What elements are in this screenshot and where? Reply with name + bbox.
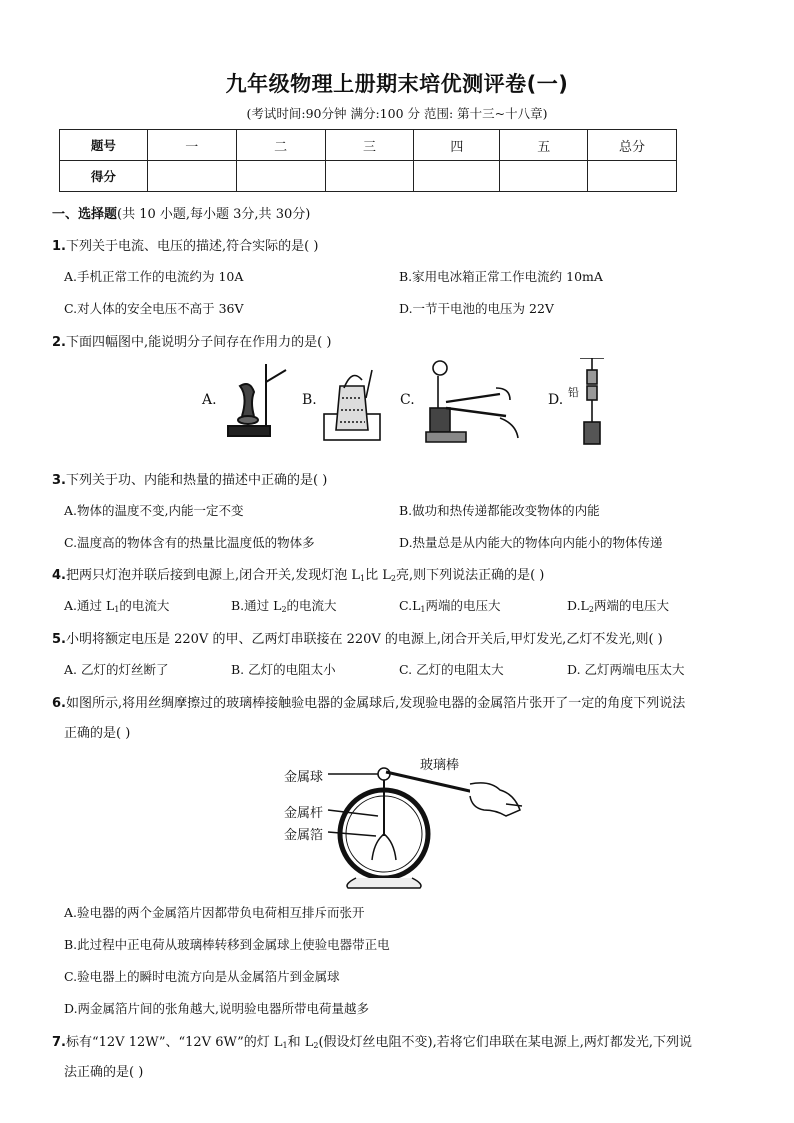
score-input-cell-5[interactable] — [500, 161, 588, 192]
q4-option-a[interactable] — [64, 596, 169, 614]
q2-illustrations — [200, 358, 610, 448]
option-text: 两端的电压大 — [425, 598, 501, 613]
fig-d-lead-text: 铅 — [568, 386, 579, 399]
subscript: 2 — [588, 605, 594, 614]
header-cell-4: 四 — [414, 130, 500, 161]
header-cell-2: 二 — [236, 130, 325, 161]
question-number: 6. — [52, 696, 66, 711]
question-6-line-2: 正确的是( ) — [64, 726, 131, 741]
question-6 — [52, 692, 685, 711]
option-text: C.L — [399, 598, 421, 613]
option-text: 的电流大 — [119, 598, 170, 613]
subscript: 1 — [282, 1041, 288, 1050]
q4-option-d[interactable] — [567, 596, 669, 614]
fig-c-rope-friction — [426, 361, 518, 442]
fig-label-c: C. — [400, 392, 415, 408]
q3-option-b[interactable]: B.做功和热传递都能改变物体的内能 — [399, 503, 600, 518]
fig-label-b: B. — [302, 392, 317, 408]
q5-option-b[interactable]: B. 乙灯的电阻太小 — [231, 662, 336, 677]
option-text: D.L — [567, 598, 589, 613]
header-cell-total: 总分 — [588, 130, 677, 161]
subscript: 2 — [313, 1041, 319, 1050]
q1-option-d[interactable]: D.一节干电池的电压为 22V — [399, 301, 554, 316]
option-text: 的电流大 — [286, 598, 337, 613]
question-3 — [52, 469, 327, 488]
subscript: 1 — [114, 605, 120, 614]
q3-option-a[interactable]: A.物体的温度不变,内能一定不变 — [64, 503, 244, 518]
q4-option-b[interactable] — [231, 596, 337, 614]
score-table-score-row — [60, 161, 677, 192]
header-cell-label: 题号 — [60, 130, 148, 161]
section-title: 一、选择题 — [52, 207, 118, 222]
header-cell-1: 一 — [147, 130, 236, 161]
question-stem-part: 比 L — [365, 568, 391, 583]
score-table-header-row — [60, 130, 677, 161]
question-number: 4. — [52, 568, 66, 583]
question-stem-part: 和 L — [287, 1035, 314, 1050]
score-input-cell-3[interactable] — [325, 161, 414, 192]
q4-option-c[interactable] — [399, 596, 501, 614]
question-stem: 下列关于电流、电压的描述,符合实际的是( ) — [65, 239, 319, 254]
question-4 — [52, 564, 544, 583]
option-text: 两端的电压大 — [593, 598, 669, 613]
fig-a-iron-stand — [228, 364, 286, 436]
label-glass-rod: 玻璃棒 — [420, 758, 460, 773]
option-text: B.通过 L — [231, 598, 282, 613]
score-table — [59, 129, 677, 192]
question-stem: 下列关于功、内能和热量的描述中正确的是( ) — [65, 473, 328, 488]
subscript: 2 — [390, 574, 396, 583]
q1-option-c[interactable]: C.对人体的安全电压不高于 36V — [64, 301, 244, 316]
subscript: 2 — [281, 605, 287, 614]
question-number: 2. — [52, 335, 66, 350]
fig-b-grater — [324, 370, 380, 440]
q6-option-b[interactable]: B.此过程中正电荷从玻璃棒转移到金属球上使验电器带正电 — [64, 937, 390, 952]
fig-label-d: D. — [548, 392, 564, 408]
header-cell-3: 三 — [325, 130, 414, 161]
score-input-cell-2[interactable] — [236, 161, 325, 192]
q6-option-d[interactable]: D.两金属箔片间的张角越大,说明验电器所带电荷量越多 — [64, 1001, 370, 1016]
label-metal-rod: 金属杆 — [284, 806, 324, 821]
question-5 — [52, 628, 663, 647]
question-number: 7. — [52, 1035, 66, 1050]
question-stem-part: 把两只灯泡并联后接到电源上,闭合开关,发现灯泡 L — [65, 568, 361, 583]
question-1 — [52, 235, 318, 254]
q3-option-c[interactable]: C.温度高的物体含有的热量比温度低的物体多 — [64, 535, 315, 550]
label-metal-ball: 金属球 — [284, 770, 324, 785]
score-row-label: 得分 — [60, 161, 148, 192]
q2-figure — [200, 358, 610, 448]
exam-info: (考试时间:90分钟 满分:100 分 范围: 第十三~十八章) — [246, 106, 548, 121]
q5-option-a[interactable]: A. 乙灯的灯丝断了 — [64, 662, 169, 677]
question-number: 5. — [52, 632, 66, 647]
subscript: 1 — [420, 605, 426, 614]
question-stem-part: 亮,则下列说法正确的是( ) — [395, 568, 545, 583]
header-cell-5: 五 — [500, 130, 588, 161]
q1-option-b[interactable]: B.家用电冰箱正常工作电流约 10mA — [399, 269, 603, 284]
subscript: 1 — [360, 574, 366, 583]
score-input-cell-total[interactable] — [588, 161, 677, 192]
page-title: 九年级物理上册期末培优测评卷(一) — [225, 72, 569, 96]
question-stem: 下面四幅图中,能说明分子间存在作用力的是( ) — [65, 335, 332, 350]
section-heading — [52, 203, 310, 222]
option-text: A.通过 L — [64, 598, 115, 613]
q6-electroscope-figure — [278, 750, 534, 890]
q6-option-a[interactable]: A.验电器的两个金属箔片因都带负电荷相互排斥而张开 — [64, 905, 365, 920]
score-input-cell-1[interactable] — [147, 161, 236, 192]
section-note: (共 10 小题,每小题 3分,共 30分) — [117, 207, 311, 222]
question-7-line-2: 法正确的是( ) — [64, 1065, 144, 1080]
score-input-cell-4[interactable] — [414, 161, 500, 192]
q6-option-c[interactable]: C.验电器上的瞬时电流方向是从金属箔片到金属球 — [64, 969, 340, 984]
question-number: 1. — [52, 239, 66, 254]
question-stem-part: (假设灯丝电阻不变),若将它们串联在某电源上,两灯都发光,下列说 — [318, 1035, 692, 1050]
question-stem: 如图所示,将用丝绸摩擦过的玻璃棒接触验电器的金属球后,发现验电器的金属箔片张开了一定的角度下列说法 — [65, 696, 686, 711]
fig-label-a: A. — [202, 392, 217, 408]
q1-option-a[interactable]: A.手机正常工作的电流约为 10A — [64, 269, 244, 284]
question-stem-part: 标有“12V 12W”、“12V 6W”的灯 L — [65, 1035, 283, 1050]
q3-option-d[interactable]: D.热量总是从内能大的物体向内能小的物体传递 — [399, 535, 663, 550]
q5-option-c[interactable]: C. 乙灯的电阻太大 — [399, 662, 504, 677]
question-7 — [52, 1031, 692, 1050]
question-stem: 小明将额定电压是 220V 的甲、乙两灯串联接在 220V 的电源上,闭合开关后,甲灯发光,乙灯不发光,则( ) — [65, 632, 663, 647]
q5-option-d[interactable]: D. 乙灯两端电压太大 — [567, 662, 685, 677]
label-metal-foil: 金属箔 — [284, 828, 324, 843]
fig-d-lead-blocks — [580, 358, 604, 444]
electroscope-drawing — [278, 750, 534, 890]
question-2 — [52, 331, 331, 350]
question-number: 3. — [52, 473, 66, 488]
